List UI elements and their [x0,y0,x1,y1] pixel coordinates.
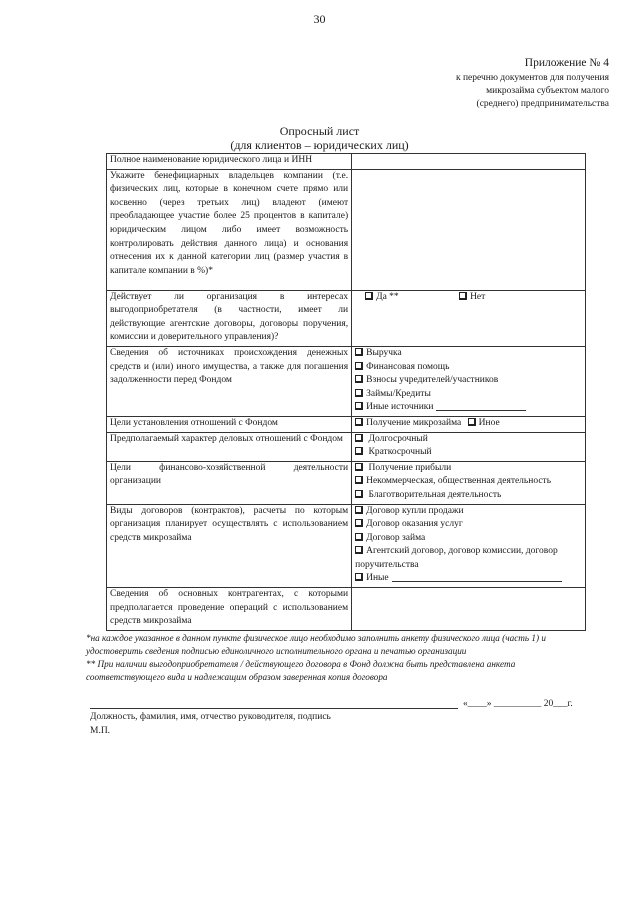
table-row [107,461,586,504]
option-service-contract[interactable] [355,518,582,532]
option-label: Договор купли продажи [366,505,464,516]
question-cell: Сведения об основных контрагентах, с которыми предполагается проведение операций с использованием средств микрозайма [107,588,352,631]
checkbox-icon[interactable] [355,490,362,497]
option-other-contracts[interactable] [355,572,582,586]
appendix-line: к перечню документов для получения [455,73,609,83]
question-cell: Действует ли организация в интересах выгодоприобретателя (в частности, имеет ли действующие агентские договоры, договоры поручения, комиссии и доверительного управления)? [107,290,352,346]
answer-cell-relationship [352,432,586,461]
table-row [107,588,586,631]
checkbox-icon[interactable] [355,506,362,513]
option-label: Благотворительная деятельность [368,489,502,500]
answer-field-counterparties[interactable] [352,588,586,631]
question-cell: Цели установления отношений с Фондом [107,416,352,432]
answer-cell-funds-source [352,346,586,416]
signature-line [90,700,585,712]
appendix-header [349,57,609,111]
fill-in-line[interactable] [392,581,562,582]
option-label: Договор займа [366,532,426,543]
footnotes [86,632,596,684]
table-row [107,504,586,588]
answer-field-beneficiaries[interactable] [352,169,586,290]
option-sale-contract[interactable] [355,505,582,519]
checkbox-icon[interactable] [459,292,466,299]
stamp-place-label: М.П. [90,726,111,736]
question-cell: Предполагаемый характер деловых отношений с Фондом [107,432,352,461]
option-label: Нет [470,291,486,302]
question-cell: Сведения об источниках происхождения денежных средств и (или) иного имущества, а также для погашения задолженности перед Фондом [107,346,352,416]
checkbox-icon[interactable] [355,418,362,425]
appendix-line: микрозайма субъектом малого [486,86,609,96]
option-label: Финансовая помощь [366,361,450,372]
checkbox-icon[interactable] [365,292,372,299]
option-loan-contract[interactable] [355,532,582,546]
question-cell: Полное наименование юридического лица и ИНН [107,154,352,170]
option-label: Долгосрочный [368,433,428,444]
option-short-term[interactable] [355,446,582,460]
option-label: Выручка [366,347,402,358]
appendix-title: Приложение № 4 [524,57,609,69]
table-row [107,432,586,461]
option-no[interactable] [459,291,485,305]
table-row [107,154,586,170]
option-label: Взносы учредителей/участников [366,375,499,386]
question-cell: Виды договоров (контрактов), расчеты по которым организация планирует осуществлять с использованием средств микрозайма [107,504,352,588]
checkbox-icon[interactable] [355,533,362,540]
footnote: ** При наличии выгодоприобретателя / действующего договора в Фонд должна быть представлена анкета соответствующего вида и надлежащим образом заверенная копия договора [86,659,516,682]
answer-cell-purpose [352,416,586,432]
checkbox-icon[interactable] [355,375,362,382]
option-charity[interactable] [355,489,582,503]
answer-cell-goals [352,461,586,504]
checkbox-icon[interactable] [355,463,362,470]
option-label: Договор оказания услуг [366,519,463,530]
answer-cell-beneficiary [352,290,586,346]
checkbox-icon[interactable] [355,362,362,369]
option-microloan[interactable] [355,417,461,431]
answer-field-company-name[interactable] [352,154,586,170]
option-nonprofit[interactable] [355,475,582,489]
table-row [107,290,586,346]
question-cell: Цели финансово-хозяйственной деятельности организации [107,461,352,504]
questionnaire-table [106,153,586,631]
option-long-term[interactable] [355,433,582,447]
option-label: Займы/Кредиты [366,388,431,399]
table-row [107,169,586,290]
form-subtitle: (для клиентов – юридических лиц) [230,138,409,152]
option-label: Некоммерческая, общественная деятельность [366,476,552,487]
checkbox-icon[interactable] [468,418,475,425]
answer-cell-contracts [352,504,586,588]
table-row [107,416,586,432]
checkbox-icon[interactable] [355,447,362,454]
option-profit[interactable] [355,462,582,476]
question-cell: Укажите бенефициарных владельцев компании (т.е. физических лиц, которые в конечном счете прямо или косвенно (через третьих лиц) владеют (имеют преобладающее участие более 25 процентов в капитале) юридическим лицом либо имеет возможность контролировать действия данного лица) и основания отнесения их к данной категории лиц (размер участия в капитале компании в %)* [107,169,352,290]
form-title: Опросный лист [279,124,360,138]
table-row [107,346,586,416]
checkbox-icon[interactable] [355,519,362,526]
option-label: Получение микрозайма [366,417,462,428]
option-other[interactable] [468,417,500,431]
form-title-block [0,124,639,152]
checkbox-icon[interactable] [355,402,362,409]
option-agency-contract[interactable] [355,545,582,572]
checkbox-icon[interactable] [355,389,362,396]
option-contributions[interactable] [355,374,582,388]
signature-field[interactable] [90,708,458,709]
option-yes[interactable] [365,291,399,305]
option-label: Краткосрочный [368,447,432,458]
option-label: Иные источники [366,402,434,413]
option-revenue[interactable] [355,347,582,361]
signature-caption: Должность, фамилия, имя, отчество руководителя, подпись [90,712,331,722]
option-loans[interactable] [355,388,582,402]
option-label: Иное [478,417,500,428]
footnote: *на каждое указанное в данном пункте физическое лицо необходимо заполнить анкету физического лица (часть 1) и удостоверить сведения подписью единоличного исполнительного органа и печатью организации [86,633,546,656]
option-label: Агентский договор, договор комиссии, договор поручительства [355,546,558,570]
option-other-sources[interactable] [355,401,582,415]
checkbox-icon[interactable] [355,434,362,441]
checkbox-icon[interactable] [355,348,362,355]
checkbox-icon[interactable] [355,476,362,483]
option-label: Да ** [376,291,399,302]
checkbox-icon[interactable] [355,573,362,580]
fill-in-line[interactable] [436,410,526,411]
option-label: Получение прибыли [368,462,452,473]
appendix-line: (среднего) предпринимательства [476,99,609,109]
page-number: 30 [313,12,326,26]
date-field[interactable]: «____» __________ 20___г. [463,699,573,709]
option-label: Иные [366,573,389,584]
option-financial-aid[interactable] [355,361,582,375]
checkbox-icon[interactable] [355,546,362,553]
